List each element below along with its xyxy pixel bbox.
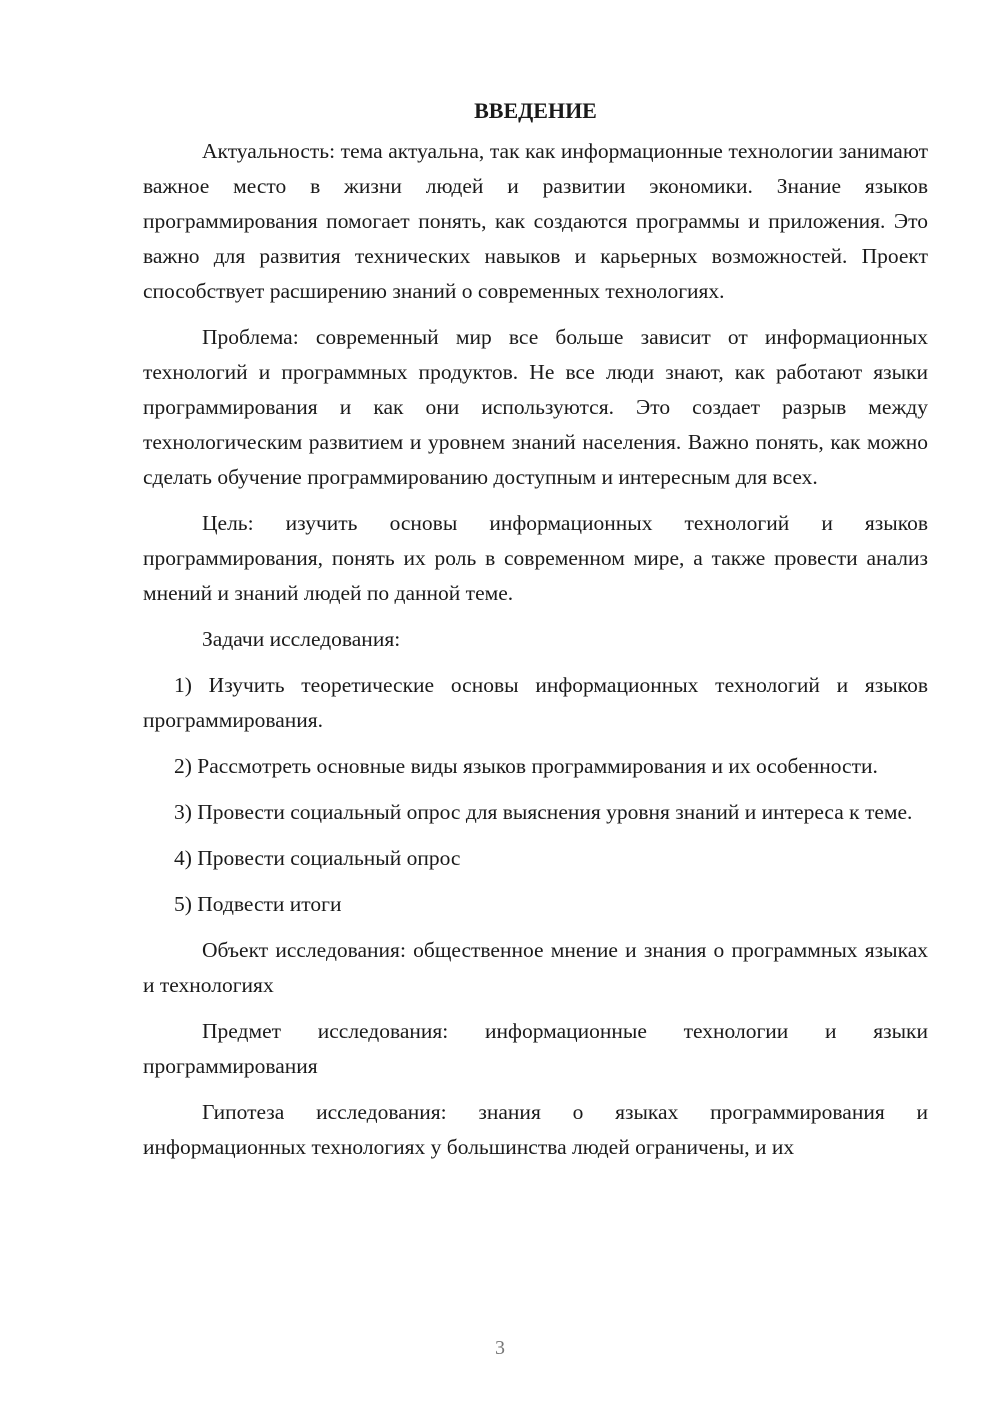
paragraph-hypothesis: Гипотеза исследования: знания о языках программирования и информационных технологиях у большинства людей ограничены, и их xyxy=(143,1100,928,1159)
tasks-title: Задачи исследования: xyxy=(202,627,401,651)
page-number: 3 xyxy=(495,1337,505,1359)
paragraph-goal: Цель: изучить основы информационных технологий и языков программирования, понять их роль в современном мире, а также провести анализ мнений и знаний людей по данной теме. xyxy=(143,511,928,605)
paragraph-subject: Предмет исследования: информационные технологии и языки программирования xyxy=(143,1019,928,1078)
paragraph-object: Объект исследования: общественное мнение и знания о программных языках и технологиях xyxy=(143,938,928,997)
task-item-3: 3) Провести социальный опрос для выяснения уровня знаний и интереса к теме. xyxy=(174,800,913,824)
task-item-1: 1) Изучить теоретические основы информационных технологий и языков программирования. xyxy=(143,673,928,732)
page-content xyxy=(143,96,928,1176)
task-item-2: 2) Рассмотреть основные виды языков программирования и их особенности. xyxy=(174,754,878,778)
task-item-4: 4) Провести социальный опрос xyxy=(174,846,461,870)
task-item-5: 5) Подвести итоги xyxy=(174,892,342,916)
paragraph-relevance: Актуальность: тема актуальна, так как информационные технологии занимают важное место в жизни людей и развитии экономики. Знание языков программирования помогает понять, как создаются программы и приложения. Это важно для развития технических навыков и карьерных возможностей. Проект способствует расширению знаний о современных технологиях. xyxy=(143,139,928,303)
page-heading: ВВЕДЕНИЕ xyxy=(474,98,597,123)
paragraph-problem: Проблема: современный мир все больше зависит от информационных технологий и программных продуктов. Не все люди знают, как работают языки программирования и как они используются. Это создает разрыв между технологическим развитием и уровнем знаний населения. Важно понять, как можно сделать обучение программированию доступным и интересным для всех. xyxy=(143,325,928,489)
